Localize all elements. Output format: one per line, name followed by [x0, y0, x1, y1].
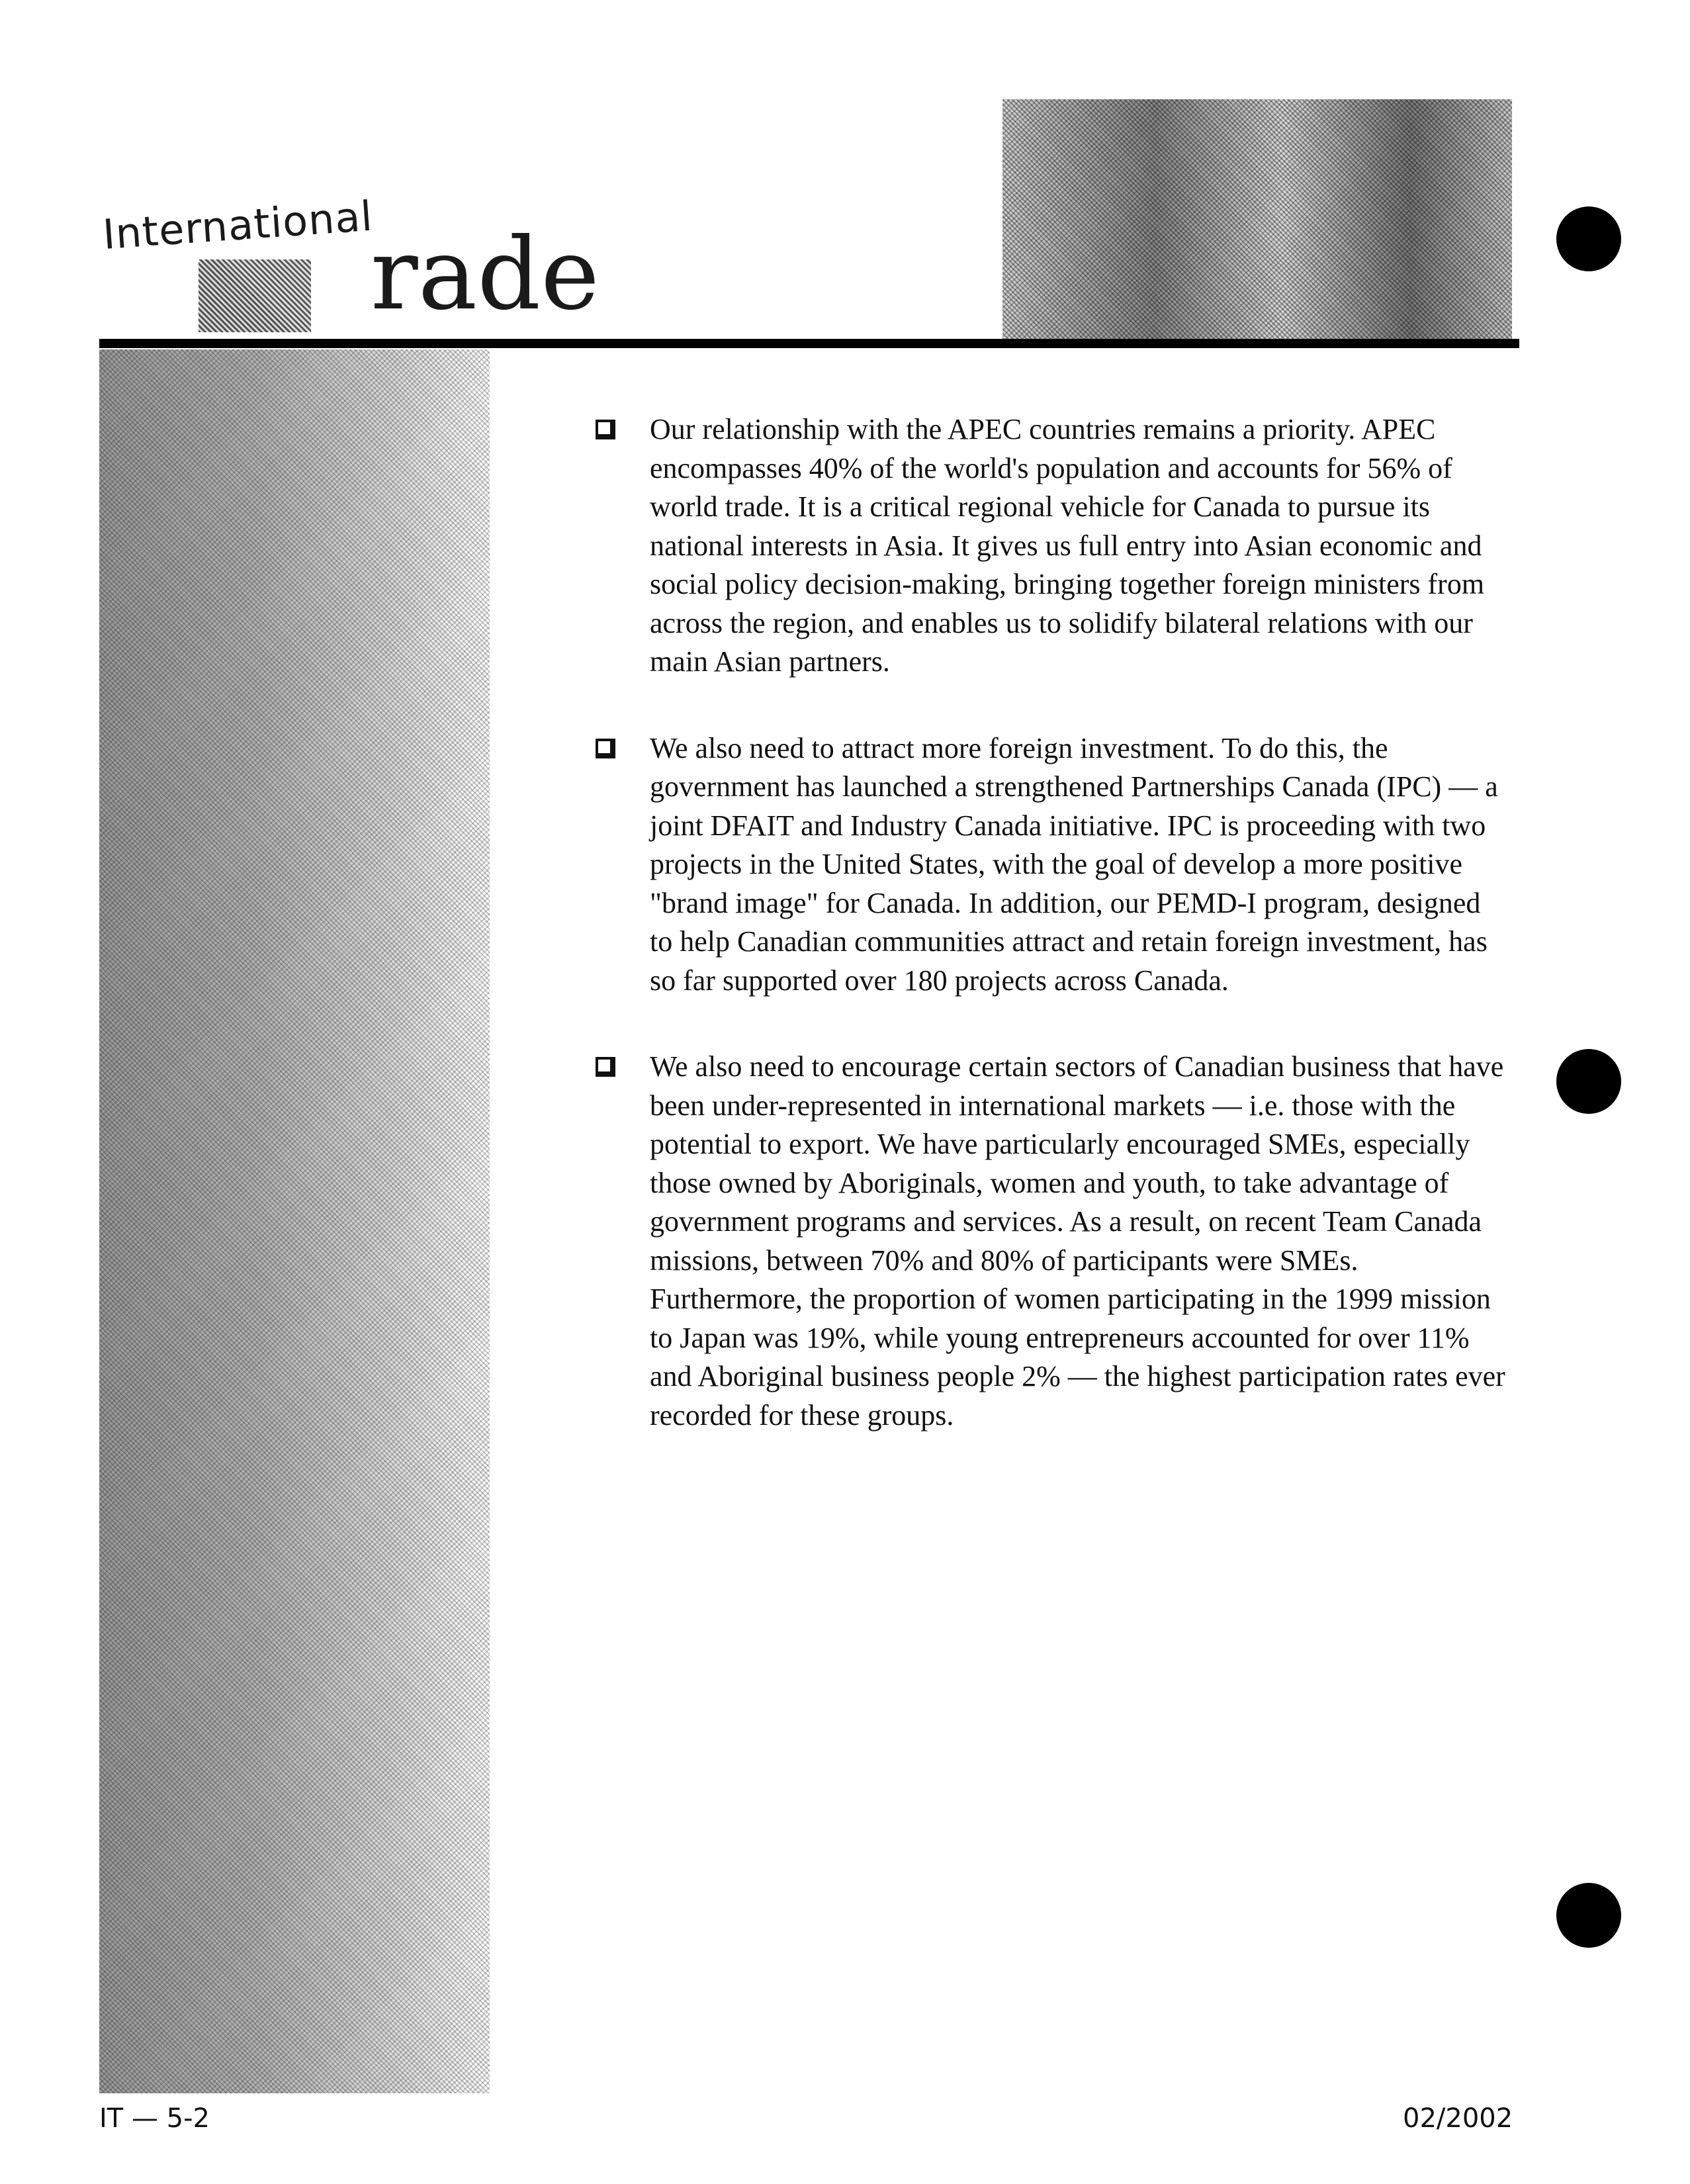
- logo-rade-text: rade: [371, 217, 600, 332]
- punch-hole-bottom: [1556, 1883, 1621, 1948]
- bullet-item-investment: [596, 729, 1509, 1001]
- main-content: [596, 410, 1509, 1482]
- bullet-item-smes: [596, 1048, 1509, 1435]
- punch-hole-top: [1556, 206, 1621, 271]
- checkbox-bullet-icon: [596, 739, 615, 758]
- bullet-text: We also need to encourage certain sectors of Canadian business that have been under-represented in international markets — i.e. those with the potential to export. We have particularly encouraged SMEs, especially those owned by Aboriginals, women and youth, to take advantage of government programs and services. As a result, on recent Team Canada missions, between 70% and 80% of participants were SMEs. Furthermore, the proportion of women participating in the 1999 mission to Japan was 19%, while young entrepreneurs accounted for over 11% and Aboriginal business people 2% — the highest participation rates ever recorded for these groups.: [650, 1050, 1505, 1432]
- logo-international-text: International: [101, 191, 375, 259]
- side-decorative-panel: [99, 349, 490, 2093]
- logo-t-graphic: [199, 259, 311, 332]
- header-photo: [1002, 99, 1512, 339]
- page-number: IT — 5-2: [99, 2103, 210, 2134]
- bullet-item-apec: [596, 410, 1509, 682]
- bullet-text: We also need to attract more foreign investment. To do this, the government has launched a strengthened Partnerships Canada (IPC) — a joint DFAIT and Industry Canada initiative. IPC is proceeding with two projects in the United States, with the goal of develop a more positive "brand image" for Canada. In addition, our PEMD-I program, designed to help Canadian communities attract and retain foreign investment, has so far supported over 180 projects across Canada.: [650, 731, 1498, 997]
- checkbox-bullet-icon: [596, 420, 615, 439]
- header-rule: [99, 339, 1519, 348]
- bullet-text: Our relationship with the APEC countries remains a priority. APEC encompasses 40% of the world's population and accounts for 56% of world trade. It is a critical regional vehicle for Canada to pursue its national interests in Asia. It gives us full entry into Asian economic and social policy decision-making, bringing together foreign ministers from across the region, and enables us to solidify bilateral relations with our main Asian partners.: [650, 413, 1485, 678]
- punch-hole-middle: [1556, 1049, 1621, 1114]
- footer-date: 02/2002: [1403, 2103, 1513, 2134]
- checkbox-bullet-icon: [596, 1057, 615, 1077]
